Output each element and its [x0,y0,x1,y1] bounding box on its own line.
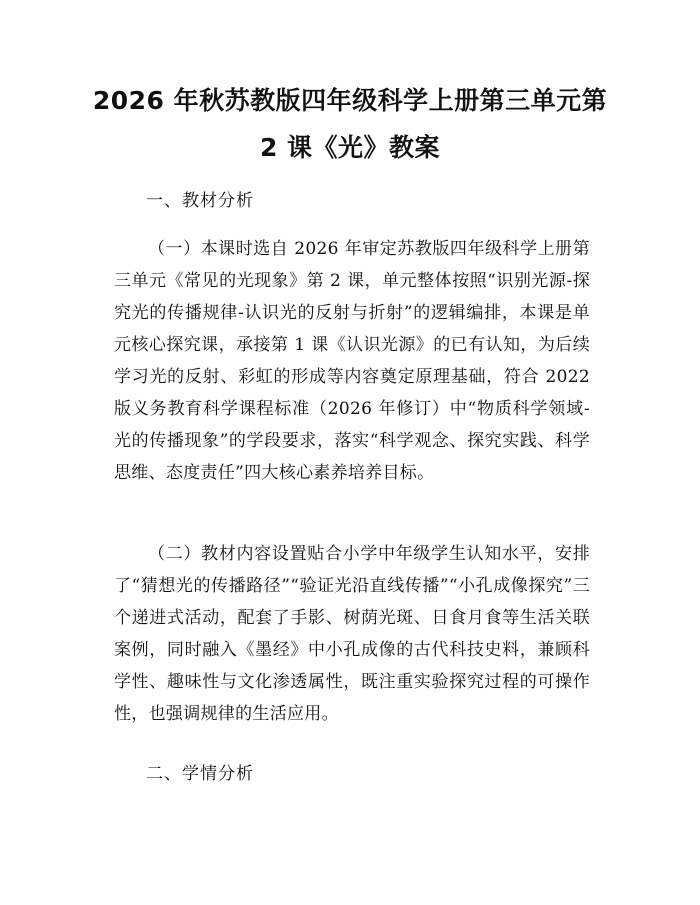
document-title-line-2: 2 课《光》教案 [259,133,441,162]
section-heading-textbook-analysis: 一、教材分析 [146,191,254,211]
paragraph-textbook-analysis-1: （一）本课时选自 2026 年审定苏教版四年级科学上册第三单元《常见的光现象》第 2 课，单元整体按照“识别光源-探究光的传播规律-认识光的反射与折射”的逻辑编排，本课是单元核心探究课，承接第 1 课《认识光源》的已有认知，为后续学习光的反射、彩虹的形成等内容奠定原理基础，符合 2022 版义务教育科学课程标准（2026 年修订）中“物质科学领域-光的传播现象”的学段要求，落实“科学观念、探究实践、科学思维、态度责任”四大核心素养培养目标。 [114,239,590,483]
paragraph-textbook-analysis-2: （二）教材内容设置贴合小学中年级学生认知水平，安排了“猜想光的传播路径”“验证光沿直线传播”“小孔成像探究”三个递进式活动，配套了手影、树荫光斑、日食月食等生活关联案例，同时融入《墨经》中小孔成像的古代科技史料，兼顾科学性、趣味性与文化渗透属性，既注重实验探究过程的可操作性，也强调规律的生活应用。 [114,544,590,724]
document-title-line-1: 2026 年秋苏教版四年级科学上册第三单元第 [92,86,608,115]
section-heading-learner-analysis: 二、学情分析 [146,764,254,784]
